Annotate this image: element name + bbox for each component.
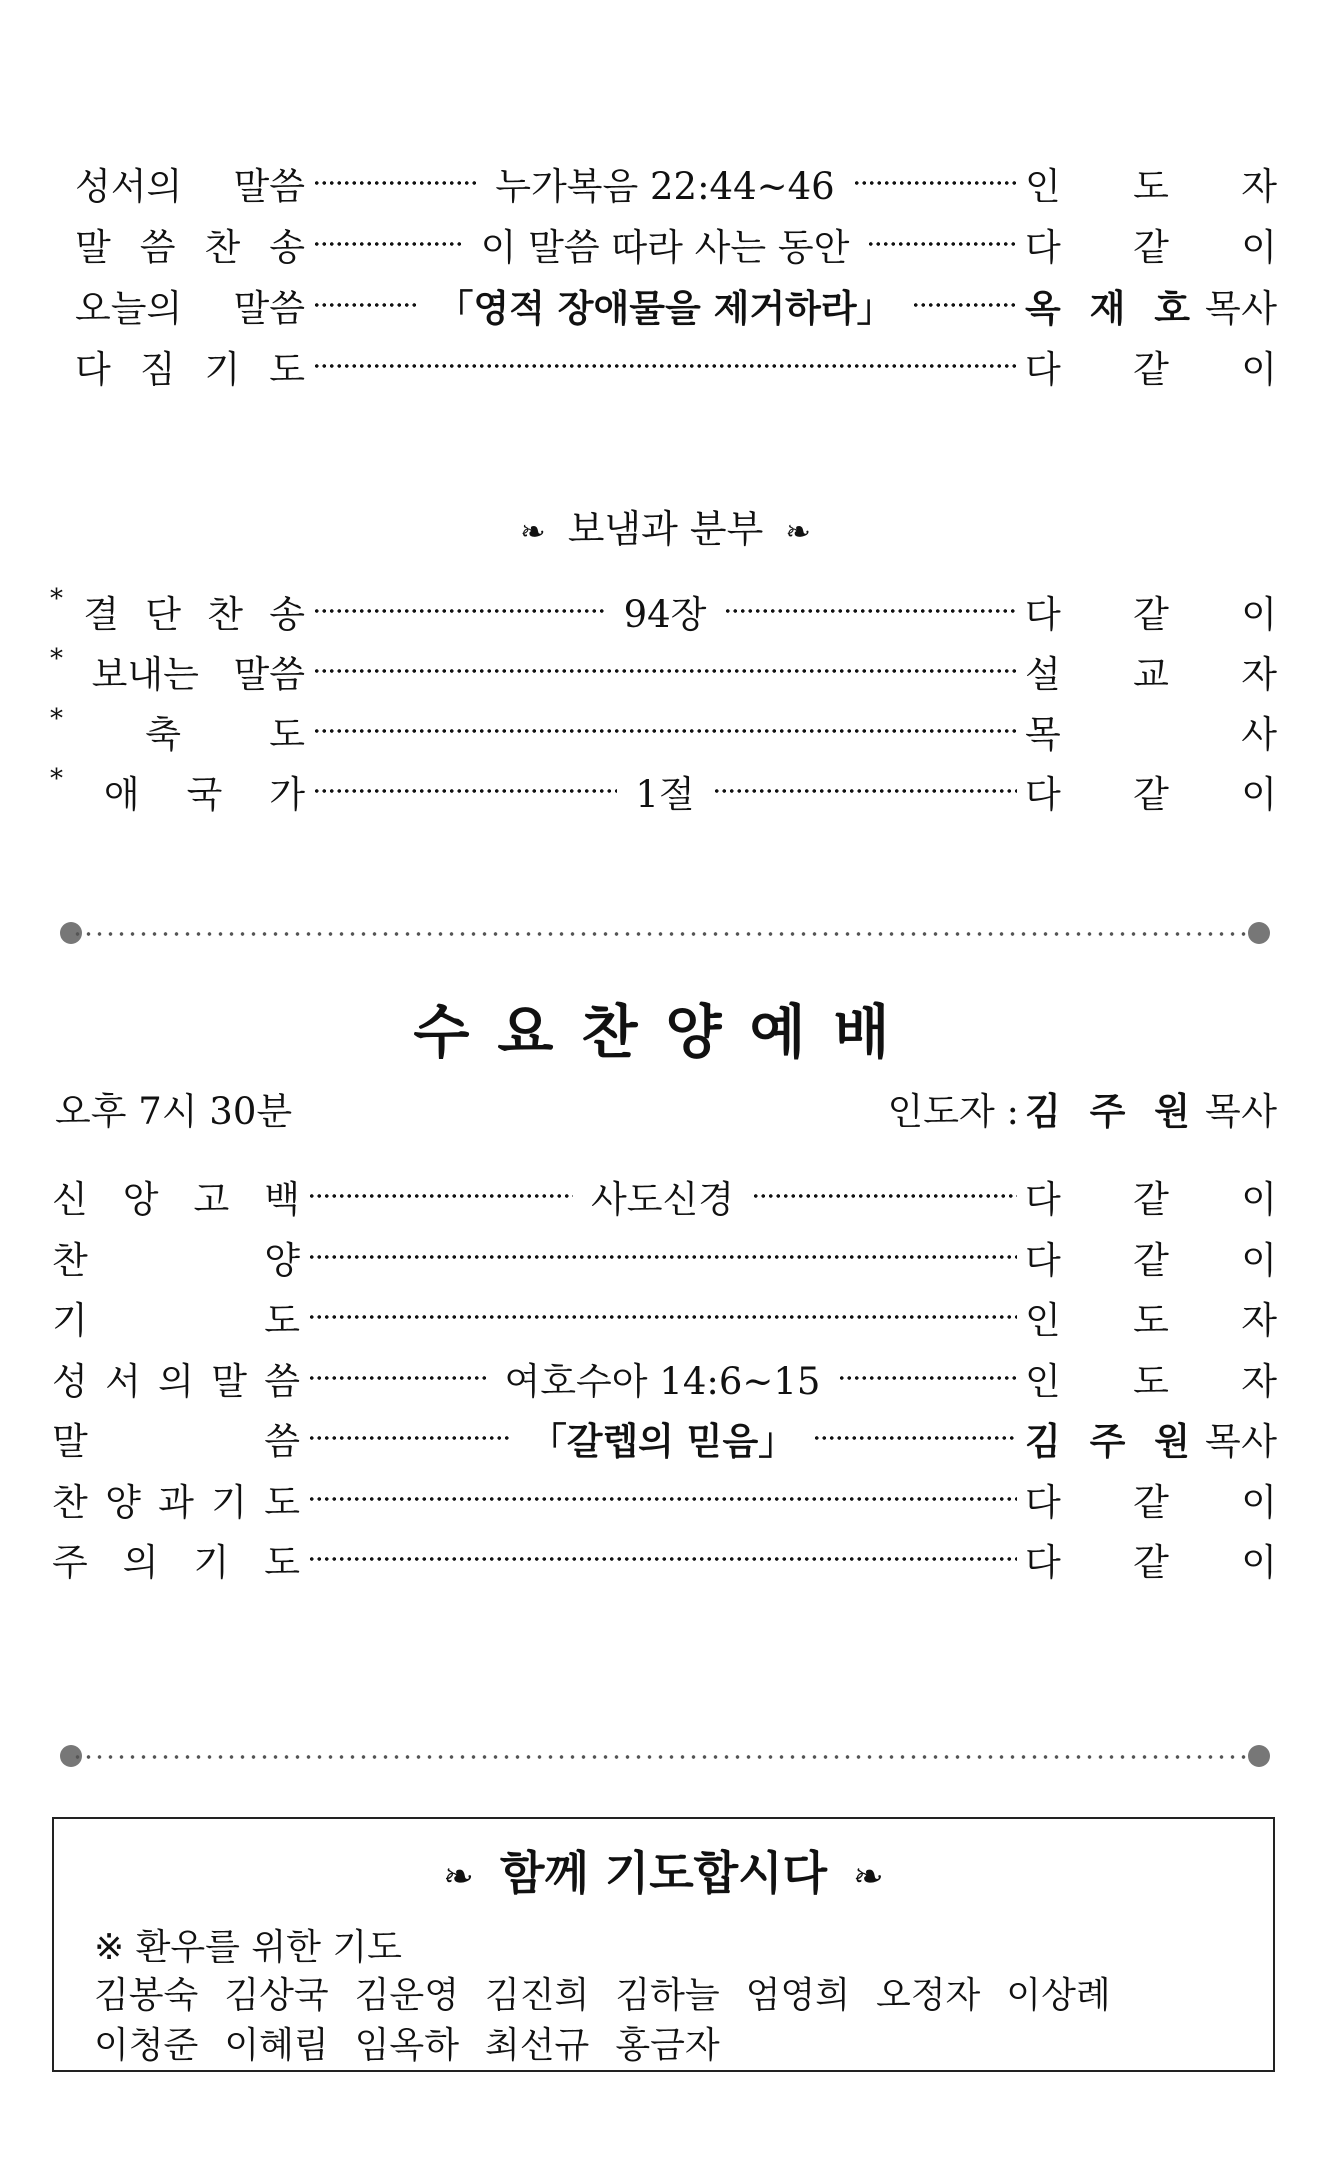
leader-dots (713, 789, 1017, 793)
leader-dots (853, 181, 1017, 185)
order-content: 「갈렙의 믿음」 (529, 1420, 796, 1463)
order-performer: 목 사 (1025, 713, 1277, 756)
ornament-left-icon: ❧ (520, 515, 546, 550)
service-time-row (55, 1078, 1277, 1138)
order-content: 사도신경 (591, 1178, 734, 1221)
order-label: 찬 양 (52, 1238, 300, 1282)
order-row (50, 761, 1277, 821)
order-row (52, 1408, 1277, 1468)
leader-value (1025, 1081, 1277, 1135)
prayer-ornament-right-icon: ❧ (853, 1855, 884, 1898)
wednesday-service-title: 수요찬양예배 (413, 998, 918, 1066)
order-row (75, 214, 1277, 274)
leader-dots (724, 609, 1017, 613)
prayer-name: 최선규 (484, 2025, 590, 2066)
section-divider-bottom (60, 1745, 1270, 1769)
prayer-names (94, 1971, 1244, 2071)
leader-dots (313, 181, 477, 185)
prayer-name: 홍금자 (615, 2025, 720, 2066)
order-performer: 다 같 이 (1025, 1541, 1277, 1584)
leader-dots (308, 1497, 1017, 1501)
order-row (52, 1287, 1277, 1347)
prayer-ornament-left-icon: ❧ (443, 1855, 474, 1898)
leader-dots (308, 1315, 1017, 1319)
leader-dots (912, 303, 1017, 307)
order-label: * 축 도 (50, 704, 305, 756)
leader-dots (308, 1255, 1017, 1259)
order-label: 말 씀 찬 송 (75, 226, 305, 269)
prayer-name: 김봉숙 (94, 1975, 199, 2016)
order-label: 찬 양 과 기 도 (52, 1480, 300, 1524)
order-label: 주 의 기 도 (52, 1541, 300, 1584)
prayer-name: 김진희 (484, 1975, 590, 2016)
order-content: 「영적 장애물을 제거하라」 (436, 287, 894, 330)
section-divider (60, 922, 1270, 946)
order-row (52, 1166, 1277, 1226)
order-performer: 인 도 자 (1025, 1299, 1277, 1342)
leader-dots (313, 242, 463, 246)
prayer-name: 엄영희 (745, 1975, 850, 2016)
sending-header (0, 498, 1331, 553)
order-performer: 인 도 자 (1025, 165, 1278, 208)
prayer-name: 임옥하 (354, 2025, 459, 2066)
order-label: 말 씀 (52, 1420, 300, 1463)
order-content: 이 말씀 따라 사는 동안 (480, 226, 850, 269)
prayer-title-label: 함께 기도합시다 (499, 1846, 828, 1900)
order-label: * 보내는 말씀 (50, 644, 305, 696)
order-label: 다 짐 기 도 (75, 348, 305, 391)
leader-dots (313, 303, 418, 307)
prayer-box (52, 1817, 1275, 2072)
prayer-subtitle: ※ 환우를 위한 기도 (94, 1927, 402, 1968)
order-row (52, 1348, 1277, 1408)
order-performer: 옥 재 호 목 사 (1025, 287, 1277, 330)
order-row (75, 336, 1277, 396)
order-performer: 김 주 원 목 사 (1025, 1420, 1277, 1463)
service-time: 오후 7시 30분 (55, 1090, 293, 1133)
order-row (75, 275, 1277, 335)
prayer-name: 김하늘 (615, 1975, 720, 2016)
leader-dots (813, 1436, 1017, 1440)
leader-dots (308, 1194, 573, 1198)
order-performer: 다 같 이 (1025, 1238, 1277, 1282)
order-row (52, 1469, 1277, 1529)
order-content: 1절 (635, 773, 695, 816)
prayer-name: 김상국 (224, 1975, 329, 2016)
order-label: 신 앙 고 백 (52, 1178, 300, 1221)
leader-dots (838, 1376, 1017, 1380)
leader-dots (752, 1194, 1017, 1198)
order-performer: 설 교 자 (1025, 653, 1277, 696)
leader-dots (308, 1557, 1017, 1561)
order-label: 성서의 말씀 (75, 165, 305, 208)
leader-dots (313, 669, 1017, 673)
leader-label: 인도자 : (887, 1090, 1019, 1133)
leader-suffix: 목 사 (1205, 1090, 1277, 1133)
leader-dots (867, 242, 1017, 246)
prayer-title (54, 1837, 1273, 1903)
order-row (50, 581, 1277, 641)
order-performer: 다 같 이 (1025, 226, 1278, 269)
order-content: 누가복음 22:44~46 (495, 165, 835, 208)
order-row (50, 641, 1277, 701)
order-row (52, 1227, 1277, 1287)
ornament-right-icon: ❧ (785, 515, 811, 550)
order-performer: 다 같 이 (1025, 1480, 1277, 1524)
order-label: 기 도 (52, 1299, 300, 1342)
order-row (50, 701, 1277, 761)
leader-name: 김 주 원 (1025, 1090, 1190, 1133)
prayer-name: 이상례 (1006, 1975, 1111, 2016)
prayer-name: 이청준 (94, 2025, 199, 2066)
leader-dots (313, 609, 606, 613)
order-performer: 다 같 이 (1025, 1178, 1277, 1221)
order-label: * 결 단 찬 송 (50, 584, 305, 636)
order-row (75, 153, 1277, 213)
order-label: * 애 국 가 (50, 764, 305, 816)
order-label: 성 서 의 말 씀 (52, 1359, 300, 1403)
order-performer: 다 같 이 (1025, 773, 1278, 816)
leader-dots (308, 1376, 487, 1380)
order-label: 오늘의 말씀 (75, 287, 305, 330)
sending-header-label: 보냄과 분부 (567, 507, 764, 551)
prayer-name: 오정자 (875, 1975, 981, 2016)
leader-dots (313, 729, 1017, 733)
prayer-name: 이혜림 (224, 2025, 329, 2066)
order-performer: 다 같 이 (1025, 593, 1278, 636)
order-row (52, 1529, 1277, 1589)
leader-dots (308, 1436, 512, 1440)
leader-dots (313, 789, 617, 793)
order-content: 94장 (623, 593, 707, 636)
order-performer: 인 도 자 (1025, 1359, 1277, 1403)
prayer-name: 김운영 (354, 1975, 459, 2016)
leader-dots (313, 364, 1017, 368)
order-performer: 다 같 이 (1025, 348, 1277, 391)
order-content: 여호수아 14:6~15 (504, 1359, 821, 1403)
